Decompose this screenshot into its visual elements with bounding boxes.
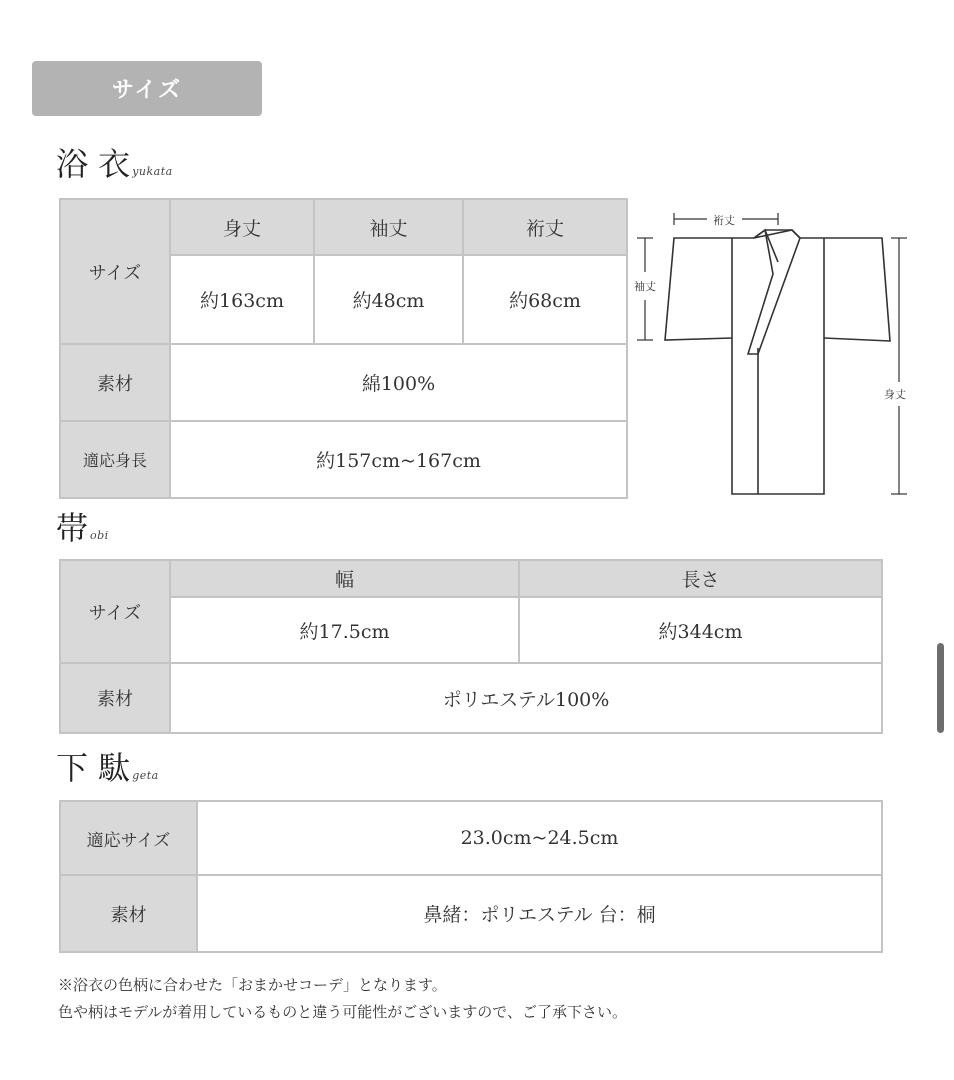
geta-size-label: 適応サイズ (60, 801, 197, 875)
diagram-label-mitake: 身丈 (884, 388, 906, 401)
size-section-badge: サイズ (32, 61, 262, 116)
obi-material-value: ポリエステル100% (170, 663, 882, 733)
geta-material-value: 鼻緒：ポリエステル 台：桐 (197, 875, 882, 952)
yukata-title (56, 145, 173, 183)
obi-value-length: 約344cm (519, 597, 882, 663)
yukata-material-value: 綿100% (170, 344, 627, 421)
obi-value-width: 約17.5cm (170, 597, 519, 663)
geta-size-value: 23.0cm~24.5cm (197, 801, 882, 875)
yukata-size-label: サイズ (60, 199, 170, 344)
yukata-height-value: 約157cm~167cm (170, 421, 627, 498)
yukata-size-table (59, 198, 628, 499)
diagram-label-sode: 袖丈 (634, 280, 656, 293)
yukata-header-mitake: 身丈 (170, 199, 314, 255)
yukata-value-sode: 約48cm (314, 255, 463, 344)
scrollbar-thumb[interactable] (937, 643, 944, 733)
yukata-header-sode: 袖丈 (314, 199, 463, 255)
geta-title-text: 下 駄 (56, 749, 131, 787)
note-line-1: ※浴衣の色柄に合わせた「おまかせコーデ」となります。 (58, 976, 447, 994)
obi-header-width: 幅 (170, 560, 519, 597)
geta-material-label: 素材 (60, 875, 197, 952)
obi-header-length: 長さ (519, 560, 882, 597)
obi-title-text: 帯 (56, 509, 89, 547)
obi-title (56, 509, 109, 547)
geta-title-script: geta (132, 769, 159, 782)
note-line-2: 色や柄はモデルが着用しているものと違う可能性がございますので、ご了承下さい。 (58, 1003, 627, 1021)
obi-size-table (59, 559, 883, 734)
yukata-value-mitake: 約163cm (170, 255, 314, 344)
yukata-header-yuki: 裄丈 (463, 199, 627, 255)
yukata-material-label: 素材 (60, 344, 170, 421)
yukata-value-yuki: 約68cm (463, 255, 627, 344)
obi-title-script: obi (90, 529, 109, 542)
yukata-title-text: 浴 衣 (56, 145, 131, 183)
yukata-diagram (625, 200, 925, 500)
obi-material-label: 素材 (60, 663, 170, 733)
geta-title (56, 749, 159, 787)
obi-size-label: サイズ (60, 560, 170, 663)
geta-size-table (59, 800, 883, 953)
yukata-title-script: yukata (132, 165, 173, 178)
diagram-label-yuki: 裄丈 (713, 214, 735, 227)
yukata-height-label: 適応身長 (60, 421, 170, 498)
